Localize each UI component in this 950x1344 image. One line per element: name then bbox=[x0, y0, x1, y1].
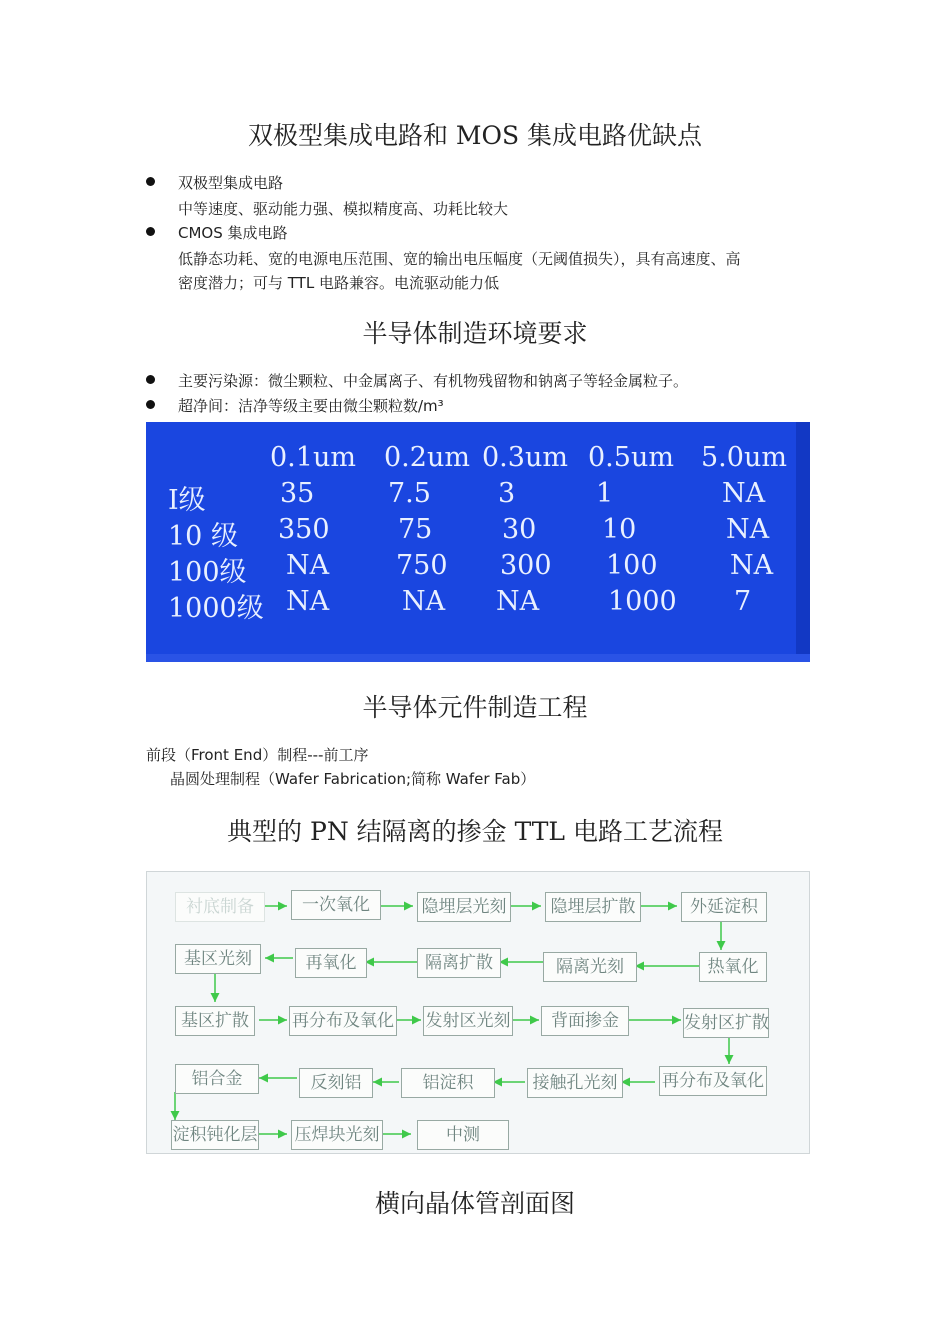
table-cell: NA bbox=[722, 478, 766, 509]
table-cell: 100 bbox=[606, 550, 658, 581]
flow-step-box: 接触孔光刻 bbox=[527, 1068, 623, 1098]
wafer-fab-line: 晶圆处理制程（Wafer Fabrication;简称 Wafer Fab） bbox=[170, 770, 536, 788]
table-cell: 35 bbox=[280, 478, 315, 509]
flow-step-box: 隔离光刻 bbox=[543, 952, 637, 982]
flow-step-box: 再分布及氧化 bbox=[289, 1006, 397, 1036]
flow-step-box: 再分布及氧化 bbox=[659, 1066, 767, 1096]
table-cell: 1 bbox=[596, 478, 614, 509]
flow-step-box: 反刻铝 bbox=[299, 1068, 373, 1098]
bullet-icon bbox=[146, 375, 155, 384]
flow-step-box: 基区扩散 bbox=[175, 1006, 255, 1036]
list-item-head: CMOS 集成电路 bbox=[178, 224, 288, 242]
flow-step-box: 基区光刻 bbox=[175, 944, 261, 974]
list-item-body: 低静态功耗、宽的电源电压范围、宽的输出电压幅度（无阈值损失），具有高速度、高 bbox=[178, 250, 741, 268]
table-cell: NA bbox=[730, 550, 774, 581]
table-cell: NA bbox=[726, 514, 770, 545]
table-row-label: 10 级 bbox=[168, 521, 238, 552]
flow-step-box: 热氧化 bbox=[699, 952, 767, 982]
table-cell: 750 bbox=[396, 550, 448, 581]
flow-step-box: 衬底制备 bbox=[175, 892, 265, 922]
table-cell: 30 bbox=[502, 514, 537, 545]
flow-step-box: 隐埋层扩散 bbox=[545, 892, 641, 922]
section-title-environment: 半导体制造环境要求 bbox=[362, 319, 588, 348]
table-cell: 1000 bbox=[608, 586, 677, 617]
section-title-ttl-process: 典型的 PN 结隔离的掺金 TTL 电路工艺流程 bbox=[227, 817, 723, 846]
table-cell: 7 bbox=[734, 586, 752, 617]
process-flow-diagram bbox=[146, 871, 810, 1154]
flow-step-box: 铝合金 bbox=[175, 1064, 259, 1094]
table-row-label: 1000级 bbox=[168, 593, 264, 624]
section-title-bipolar-mos: 双极型集成电路和 MOS 集成电路优缺点 bbox=[247, 121, 703, 150]
flow-step-box: 铝淀积 bbox=[401, 1068, 495, 1098]
flow-step-box: 再氧化 bbox=[295, 948, 367, 978]
table-cell: NA bbox=[496, 586, 540, 617]
table-cell: NA bbox=[286, 586, 330, 617]
table-cell: NA bbox=[286, 550, 330, 581]
flow-step-box: 外延淀积 bbox=[681, 892, 767, 922]
table-header-cell: 0.1um bbox=[270, 442, 356, 473]
section-title-fabrication: 半导体元件制造工程 bbox=[362, 693, 588, 722]
table-cell: NA bbox=[402, 586, 446, 617]
flow-step-box: 发射区光刻 bbox=[423, 1006, 513, 1036]
flow-step-box: 压焊块光刻 bbox=[291, 1120, 383, 1150]
bullet-icon bbox=[146, 227, 155, 236]
cleanroom-class-table bbox=[146, 422, 810, 662]
list-item-text: 主要污染源：微尘颗粒、中金属离子、有机物残留物和钠离子等轻金属粒子。 bbox=[178, 372, 689, 390]
bullet-icon bbox=[146, 177, 155, 186]
flow-step-box: 隐埋层光刻 bbox=[417, 892, 511, 922]
table-header-cell: 0.3um bbox=[482, 442, 568, 473]
table-cell: 7.5 bbox=[388, 478, 431, 509]
flow-step-box: 发射区扩散 bbox=[683, 1008, 769, 1038]
flow-step-box: 背面掺金 bbox=[541, 1006, 629, 1036]
section-title-lateral-transistor: 横向晶体管剖面图 bbox=[374, 1189, 575, 1218]
flow-step-box: 淀积钝化层 bbox=[171, 1120, 259, 1150]
list-item-text: 超净间：洁净等级主要由微尘颗粒数/m³ bbox=[178, 397, 444, 415]
list-item-head: 双极型集成电路 bbox=[178, 174, 284, 192]
table-header-cell: 0.2um bbox=[384, 442, 470, 473]
table-row-label: I级 bbox=[168, 485, 206, 516]
flow-step-box: 隔离扩散 bbox=[417, 948, 501, 978]
table-cell: 300 bbox=[500, 550, 552, 581]
bullet-icon bbox=[146, 400, 155, 409]
flow-step-box: 中测 bbox=[417, 1120, 509, 1150]
list-item-body: 密度潜力；可与 TTL 电路兼容。电流驱动能力低 bbox=[178, 274, 499, 292]
table-cell: 10 bbox=[602, 514, 637, 545]
table-cell: 3 bbox=[498, 478, 516, 509]
table-header-cell: 5.0um bbox=[701, 442, 787, 473]
table-cell: 75 bbox=[398, 514, 433, 545]
list-item-body: 中等速度、驱动能力强、模拟精度高、功耗比较大 bbox=[178, 200, 509, 218]
frontend-line: 前段（Front End）制程---前工序 bbox=[146, 746, 369, 764]
flow-step-box: 一次氧化 bbox=[291, 890, 381, 920]
table-row-label: 100级 bbox=[168, 557, 247, 588]
table-header-cell: 0.5um bbox=[588, 442, 674, 473]
table-cell: 350 bbox=[278, 514, 330, 545]
